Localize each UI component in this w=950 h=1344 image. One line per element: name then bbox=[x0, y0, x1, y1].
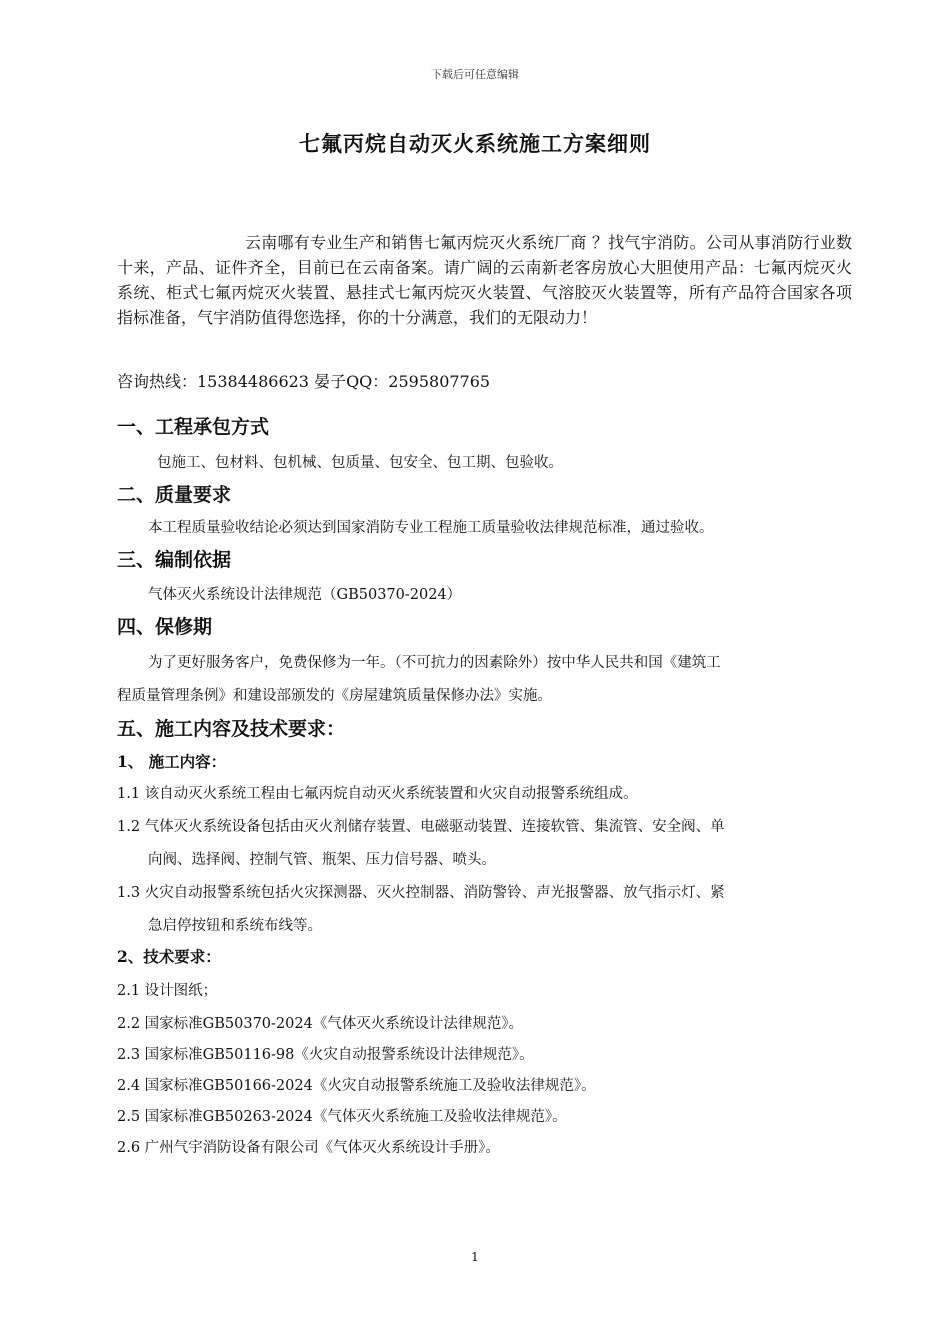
section-5-heading: 五、施工内容及技术要求： bbox=[117, 718, 346, 740]
section-2-heading: 二、质量要求 bbox=[117, 484, 232, 506]
subsection-2-heading: 2、技术要求： bbox=[117, 947, 221, 966]
item-1-1: 1.1 该自动灭火系统工程由七氟丙烷自动灭火系统装置和火灾自动报警系统组成。 bbox=[117, 786, 638, 802]
item-2-6: 2.6 广州气宇消防设备有限公司《气体灭火系统设计手册》。 bbox=[117, 1140, 500, 1156]
section-4-text-line2: 程质量管理条例》和建设部颁发的《房屋建筑质量保修办法》实施。 bbox=[117, 688, 552, 704]
item-2-3: 2.3 国家标准GB50116-98《火灾自动报警系统设计法律规范》。 bbox=[117, 1047, 534, 1063]
section-3-heading: 三、编制依据 bbox=[117, 549, 232, 571]
subsection-1-heading: 1、 施工内容： bbox=[117, 752, 227, 771]
section-1-heading: 一、工程承包方式 bbox=[117, 416, 270, 438]
page-header: 下载后可任意编辑 bbox=[431, 68, 519, 81]
item-1-3-line1: 1.3 火灾自动报警系统包括火灾探测器、灭火控制器、消防警铃、声光报警器、放气指示灯、紧 bbox=[117, 885, 725, 901]
section-4-heading: 四、保修期 bbox=[117, 616, 213, 638]
item-2-1: 2.1 设计图纸； bbox=[117, 983, 218, 999]
section-3-text: 气体灭火系统设计法律规范（GB50370-2024） bbox=[148, 587, 462, 603]
hotline-text: 咨询热线：15384486623 晏子QQ：2595807765 bbox=[117, 372, 491, 391]
page-number: 1 bbox=[471, 1250, 479, 1264]
section-1-text: 包施工、包材料、包机械、包质量、包安全、包工期、包验收。 bbox=[157, 455, 563, 471]
item-2-5: 2.5 国家标准GB50263-2024《气体灭火系统施工及验收法律规范》。 bbox=[117, 1109, 567, 1125]
section-2-text: 本工程质量验收结论必须达到国家消防专业工程施工质量验收法律规范标准，通过验收。 bbox=[148, 520, 714, 536]
intro-paragraph: 云南哪有专业生产和销售七氟丙烷灭火系统厂商 ？找气宇消防。公司从事消防行业数十来，产品、证件齐全，目前已在云南备案。请广阔的云南新老客房放心大胆使用产品：七氟丙烷灭火系统、柜式七氟丙烷灭火装置、悬挂式七氟丙烷灭火装置、气溶胶灭火装置等，所有产品符合国家各项指标准备，气宇消防值得您选择，你的十分满意，我们的无限动力！ bbox=[117, 233, 852, 327]
item-2-4: 2.4 国家标准GB50166-2024《火灾自动报警系统施工及验收法律规范》。 bbox=[117, 1078, 596, 1094]
section-4-text-line1: 为了更好服务客户，免费保修为一年。（不可抗力的因素除外）按中华人民共和国《建筑工 bbox=[148, 655, 721, 671]
item-1-3-line2: 急启停按钮和系统布线等。 bbox=[148, 918, 322, 934]
document-title: 七氟丙烷自动灭火系统施工方案细则 bbox=[299, 131, 651, 156]
item-2-2: 2.2 国家标准GB50370-2024《气体灭火系统设计法律规范》。 bbox=[117, 1016, 524, 1032]
item-1-2-line1: 1.2 气体灭火系统设备包括由灭火剂储存装置、电磁驱动装置、连接软管、集流管、安全阀、单 bbox=[117, 819, 725, 835]
item-1-2-line2: 向阀、选择阀、控制气管、瓶架、压力信号器、喷头。 bbox=[148, 852, 496, 868]
